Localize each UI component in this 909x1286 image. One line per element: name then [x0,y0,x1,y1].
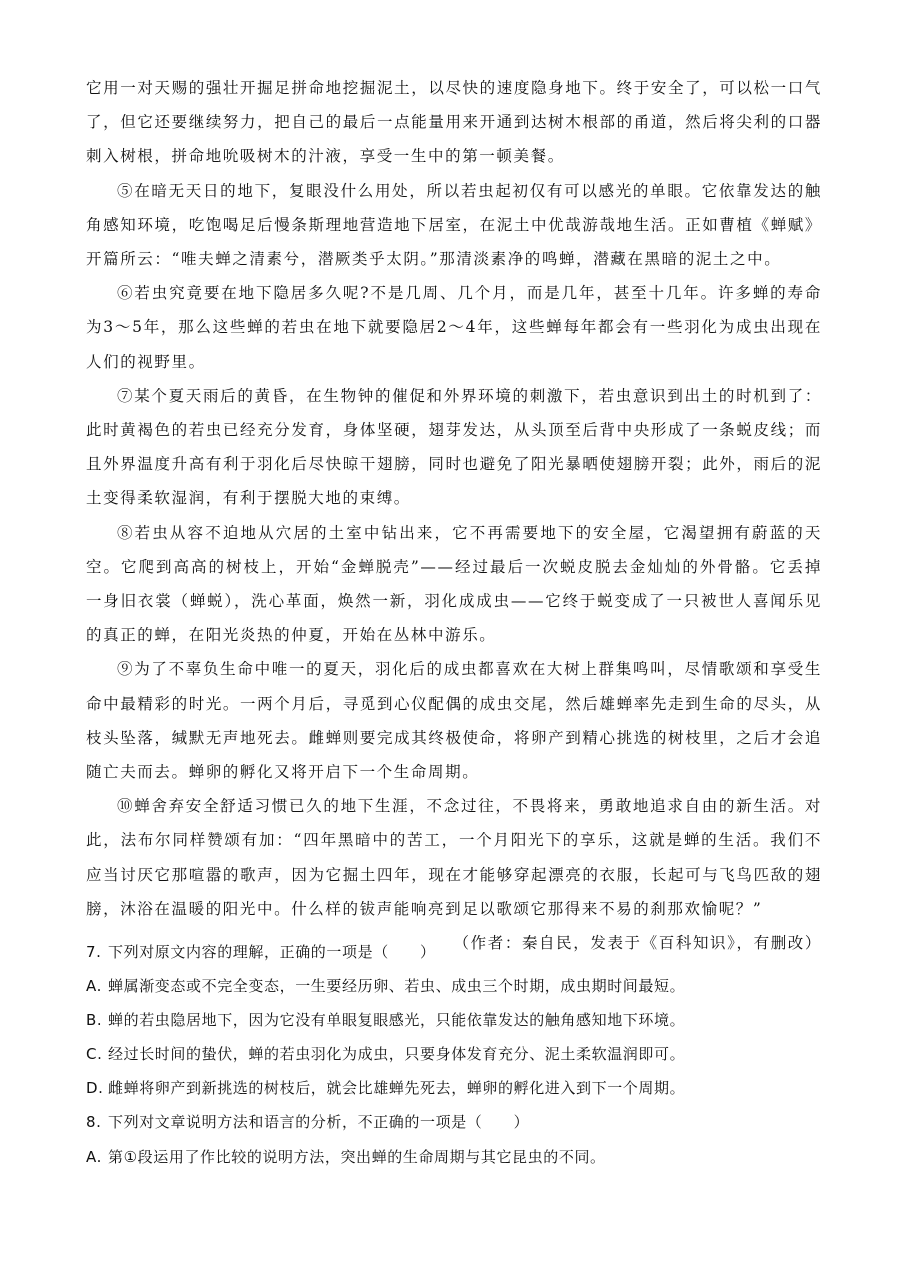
article-attribution: （作者：秦自民，发表于《百科知识》，有删改） [453,934,822,953]
answer-option [86,1003,822,1037]
question-stem [86,935,822,969]
article-paragraph: ⑤在暗无天日的地下，复眼没什么用处，所以若虫起初仅有可以感光的单眼。它依靠发达的触角感知环境，吃饱喝足后慢条斯理地营造地下居室，在泥土中优哉游哉地生活。正如曹植《蝉赋》开篇所云：“唯夫蝉之清素兮，潜厥类乎太阴。”那清淡素净的鸣蝉，潜藏在黑暗的泥土之中。 [86,181,822,269]
question-text: 下列对原文内容的理解，正确的一项是（ ） [108,943,436,961]
question-section [86,935,822,1174]
article-paragraph: ⑩蝉舍弃安全舒适习惯已久的地下生涯，不念过往，不畏将来，勇敢地追求自由的新生活。对此，法布尔同样赞颂有加：“四年黑暗中的苦工，一个月阳光下的享乐，这就是蝉的生活。我们不应当讨厌它那喧嚣的歌声，因为它掘土四年，现在才能够穿起漂亮的衣服，长起可与飞鸟匹敌的翅膀，沐浴在温暖的阳光中。什么样的钹声能响亮到足以歌颂它那得来不易的刹那欢愉呢？” [86,797,822,918]
answer-option [86,969,822,1003]
article-paragraph: ⑦某个夏天雨后的黄昏，在生物钟的催促和外界环境的刺激下，若虫意识到出土的时机到了：此时黄褐色的若虫已经充分发育，身体坚硬，翅芽发达，从头顶至后背中央形成了一条蜕皮线；而且外界温度升高有利于羽化后尽快晾干翅膀，同时也避免了阳光暴晒使翅膀开裂；此外，雨后的泥土变得柔软湿润，有利于摆脱大地的束缚。 [86,386,822,508]
option-text: 蝉属渐变态或不完全变态，一生要经历卵、若虫、成虫三个时期，成虫期时间最短。 [108,977,686,996]
option-letter: B. [86,1011,103,1030]
answer-option [86,1140,822,1174]
option-letter: A. [86,1147,102,1166]
article-paragraph: ⑥若虫究竟要在地下隐居多久呢?不是几周、几个月，而是几年，甚至十几年。许多蝉的寿命为3～5年，那么这些蝉的若虫在地下就要隐居2～4年，这些蝉每年都会有一些羽化为成虫出现在人们的视野里。 [86,284,822,371]
option-text: 雌蝉将卵产到新挑选的树枝后，就会比雄蝉先死去，蝉卵的孵化进入到下一个周期。 [108,1079,686,1098]
article-body [86,71,822,960]
question-number: 8. [86,1113,102,1132]
option-letter: A. [86,977,102,996]
option-text: 经过长时间的蛰伏，蝉的若虫羽化为成虫，只要身体发育充分、泥土柔软温润即可。 [108,1045,686,1064]
article-paragraph: ⑨为了不辜负生命中唯一的夏天，羽化后的成虫都喜欢在大树上群集鸣叫，尽情歌颂和享受生命中最精彩的时光。一两个月后，寻觅到心仪配偶的成虫交尾，然后雄蝉率先走到生命的尽头，从枝头坠落，缄默无声地死去。雌蝉则要完成其终极使命，将卵产到精心挑选的树枝里，之后才会追随亡夫而去。蝉卵的孵化又将开启下一个生命周期。 [86,660,822,782]
article-paragraph: 它用一对天赐的强壮开掘足拼命地挖掘泥土，以尽快的速度隐身地下。终于安全了，可以松一口气了，但它还要继续努力，把自己的最后一点能量用来开通到达树木根部的甬道，然后将尖利的口器刺入树根，拼命地吮吸树木的汁液，享受一生中的第一顿美餐。 [86,79,822,166]
option-text: 第①段运用了作比较的说明方法，突出蝉的生命周期与其它昆虫的不同。 [108,1147,606,1166]
option-letter: C. [86,1045,103,1064]
article-paragraph: ⑧若虫从容不迫地从穴居的土室中钻出来，它不再需要地下的安全屋，它渴望拥有蔚蓝的天空。它爬到高高的树枝上，开始“金蝉脱壳”——经过最后一次蜕皮脱去金灿灿的外骨骼。它丢掉一身旧衣裳（蝉蜕），洗心革面，焕然一新，羽化成成虫——它终于蜕变成了一只被世人喜闻乐见的真正的蝉，在阳光炎热的仲夏，开始在丛林中游乐。 [86,523,822,645]
option-letter: D. [86,1079,104,1098]
answer-option [86,1071,822,1105]
option-text: 蝉的若虫隐居地下，因为它没有单眼复眼感光，只能依靠发达的触角感知地下环境。 [108,1011,686,1030]
question-text: 下列对文章说明方法和语言的分析，不正确的一项是（ ） [108,1113,530,1132]
question-stem [86,1105,822,1139]
question-number: 7. [86,943,102,961]
answer-option [86,1037,822,1071]
